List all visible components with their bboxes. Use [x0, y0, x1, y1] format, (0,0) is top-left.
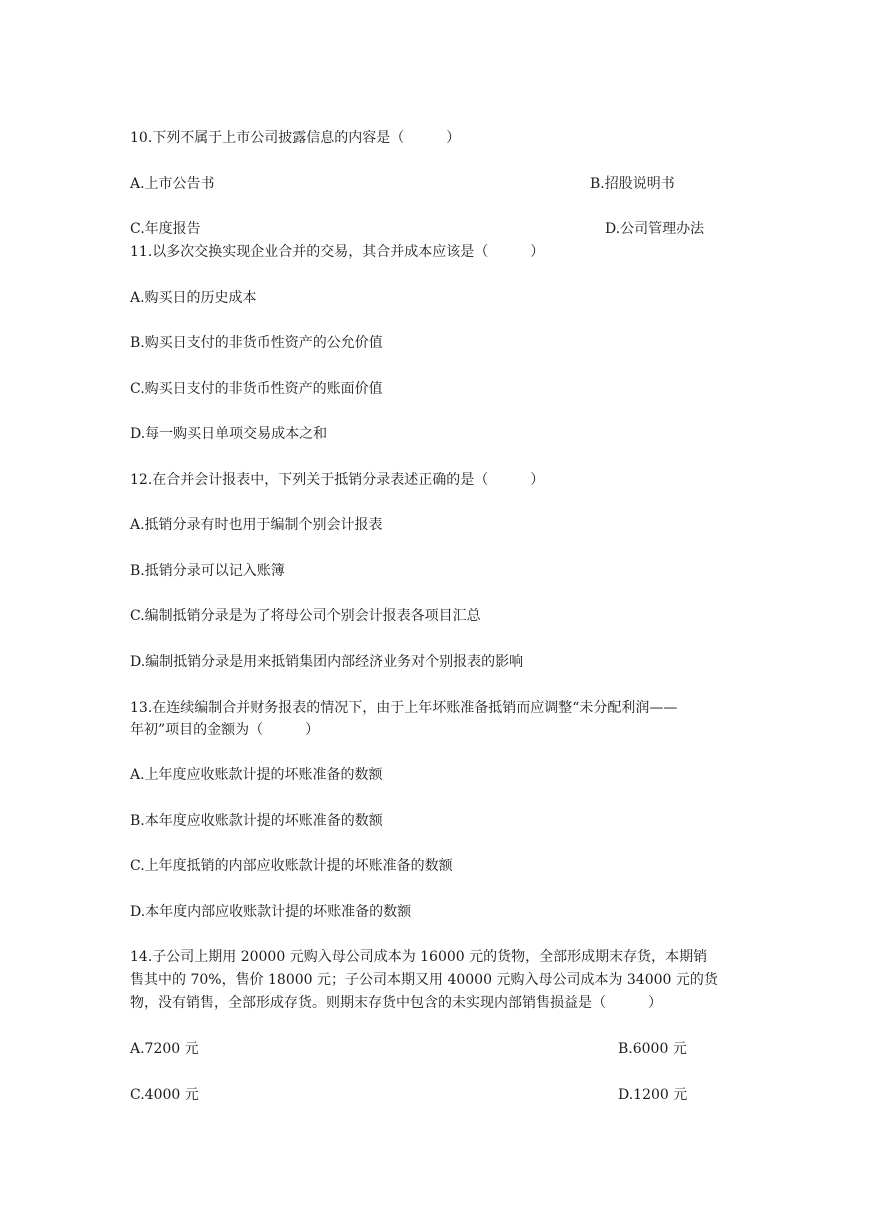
- question-12-option-d: D.编制抵销分录是用来抵销集团内部经济业务对个别报表的影响: [130, 654, 524, 670]
- question-12-option-b: B.抵销分录可以记入账簿: [130, 563, 285, 579]
- question-11-option-d: D.每一购买日单项交易成本之和: [130, 426, 328, 442]
- question-11-option-c: C.购买日支付的非货币性资产的账面价值: [130, 381, 383, 397]
- question-13-option-c: C.上年度抵销的内部应收账款计提的坏账准备的数额: [130, 858, 453, 874]
- question-10-option-c: C.年度报告: [130, 221, 201, 237]
- question-12-option-a: A.抵销分录有时也用于编制个别会计报表: [130, 517, 383, 533]
- question-10-option-d: D.公司管理办法: [605, 221, 705, 237]
- question-13-option-a: A.上年度应收账款计提的坏账准备的数额: [130, 767, 383, 783]
- question-10-option-b: B.招股说明书: [590, 176, 675, 192]
- question-10-option-a: A.上市公告书: [130, 176, 215, 192]
- question-14-option-c: C.4000 元: [130, 1087, 199, 1103]
- question-14-stem-line-1: 14.子公司上期用 20000 元购入母公司成本为 16000 元的货物，全部形成期末存货，本期销: [130, 949, 708, 965]
- question-12-stem: 12.在合并会计报表中，下列关于抵销分录表述正确的是（ ）: [130, 472, 545, 488]
- question-13-stem-line-1: 13.在连续编制合并财务报表的情况下，由于上年坏账准备抵销而应调整“未分配利润——: [130, 700, 678, 716]
- question-11-option-a: A.购买日的历史成本: [130, 290, 257, 306]
- question-13-option-b: B.本年度应收账款计提的坏账准备的数额: [130, 813, 383, 829]
- question-13-stem-line-2: 年初”项目的金额为（ ）: [130, 722, 320, 738]
- question-13-option-d: D.本年度内部应收账款计提的坏账准备的数额: [130, 904, 412, 920]
- question-14-option-d: D.1200 元: [618, 1087, 688, 1103]
- question-14-stem-line-2: 售其中的 70%，售价 18000 元；子公司本期又用 40000 元购入母公司成本为 34000 元的货: [130, 972, 718, 988]
- question-14-option-a: A.7200 元: [130, 1041, 199, 1057]
- question-14-option-b: B.6000 元: [618, 1041, 687, 1057]
- question-10-stem: 10.下列不属于上市公司披露信息的内容是（ ）: [130, 130, 461, 146]
- question-11-option-b: B.购买日支付的非货币性资产的公允价值: [130, 335, 383, 351]
- question-14-stem-line-3: 物，没有销售，全部形成存货。则期末存货中包含的未实现内部销售损益是（ ）: [130, 995, 662, 1011]
- question-12-option-c: C.编制抵销分录是为了将母公司个别会计报表各项目汇总: [130, 608, 481, 624]
- question-11-stem: 11.以多次交换实现企业合并的交易，其合并成本应该是（ ）: [130, 244, 545, 260]
